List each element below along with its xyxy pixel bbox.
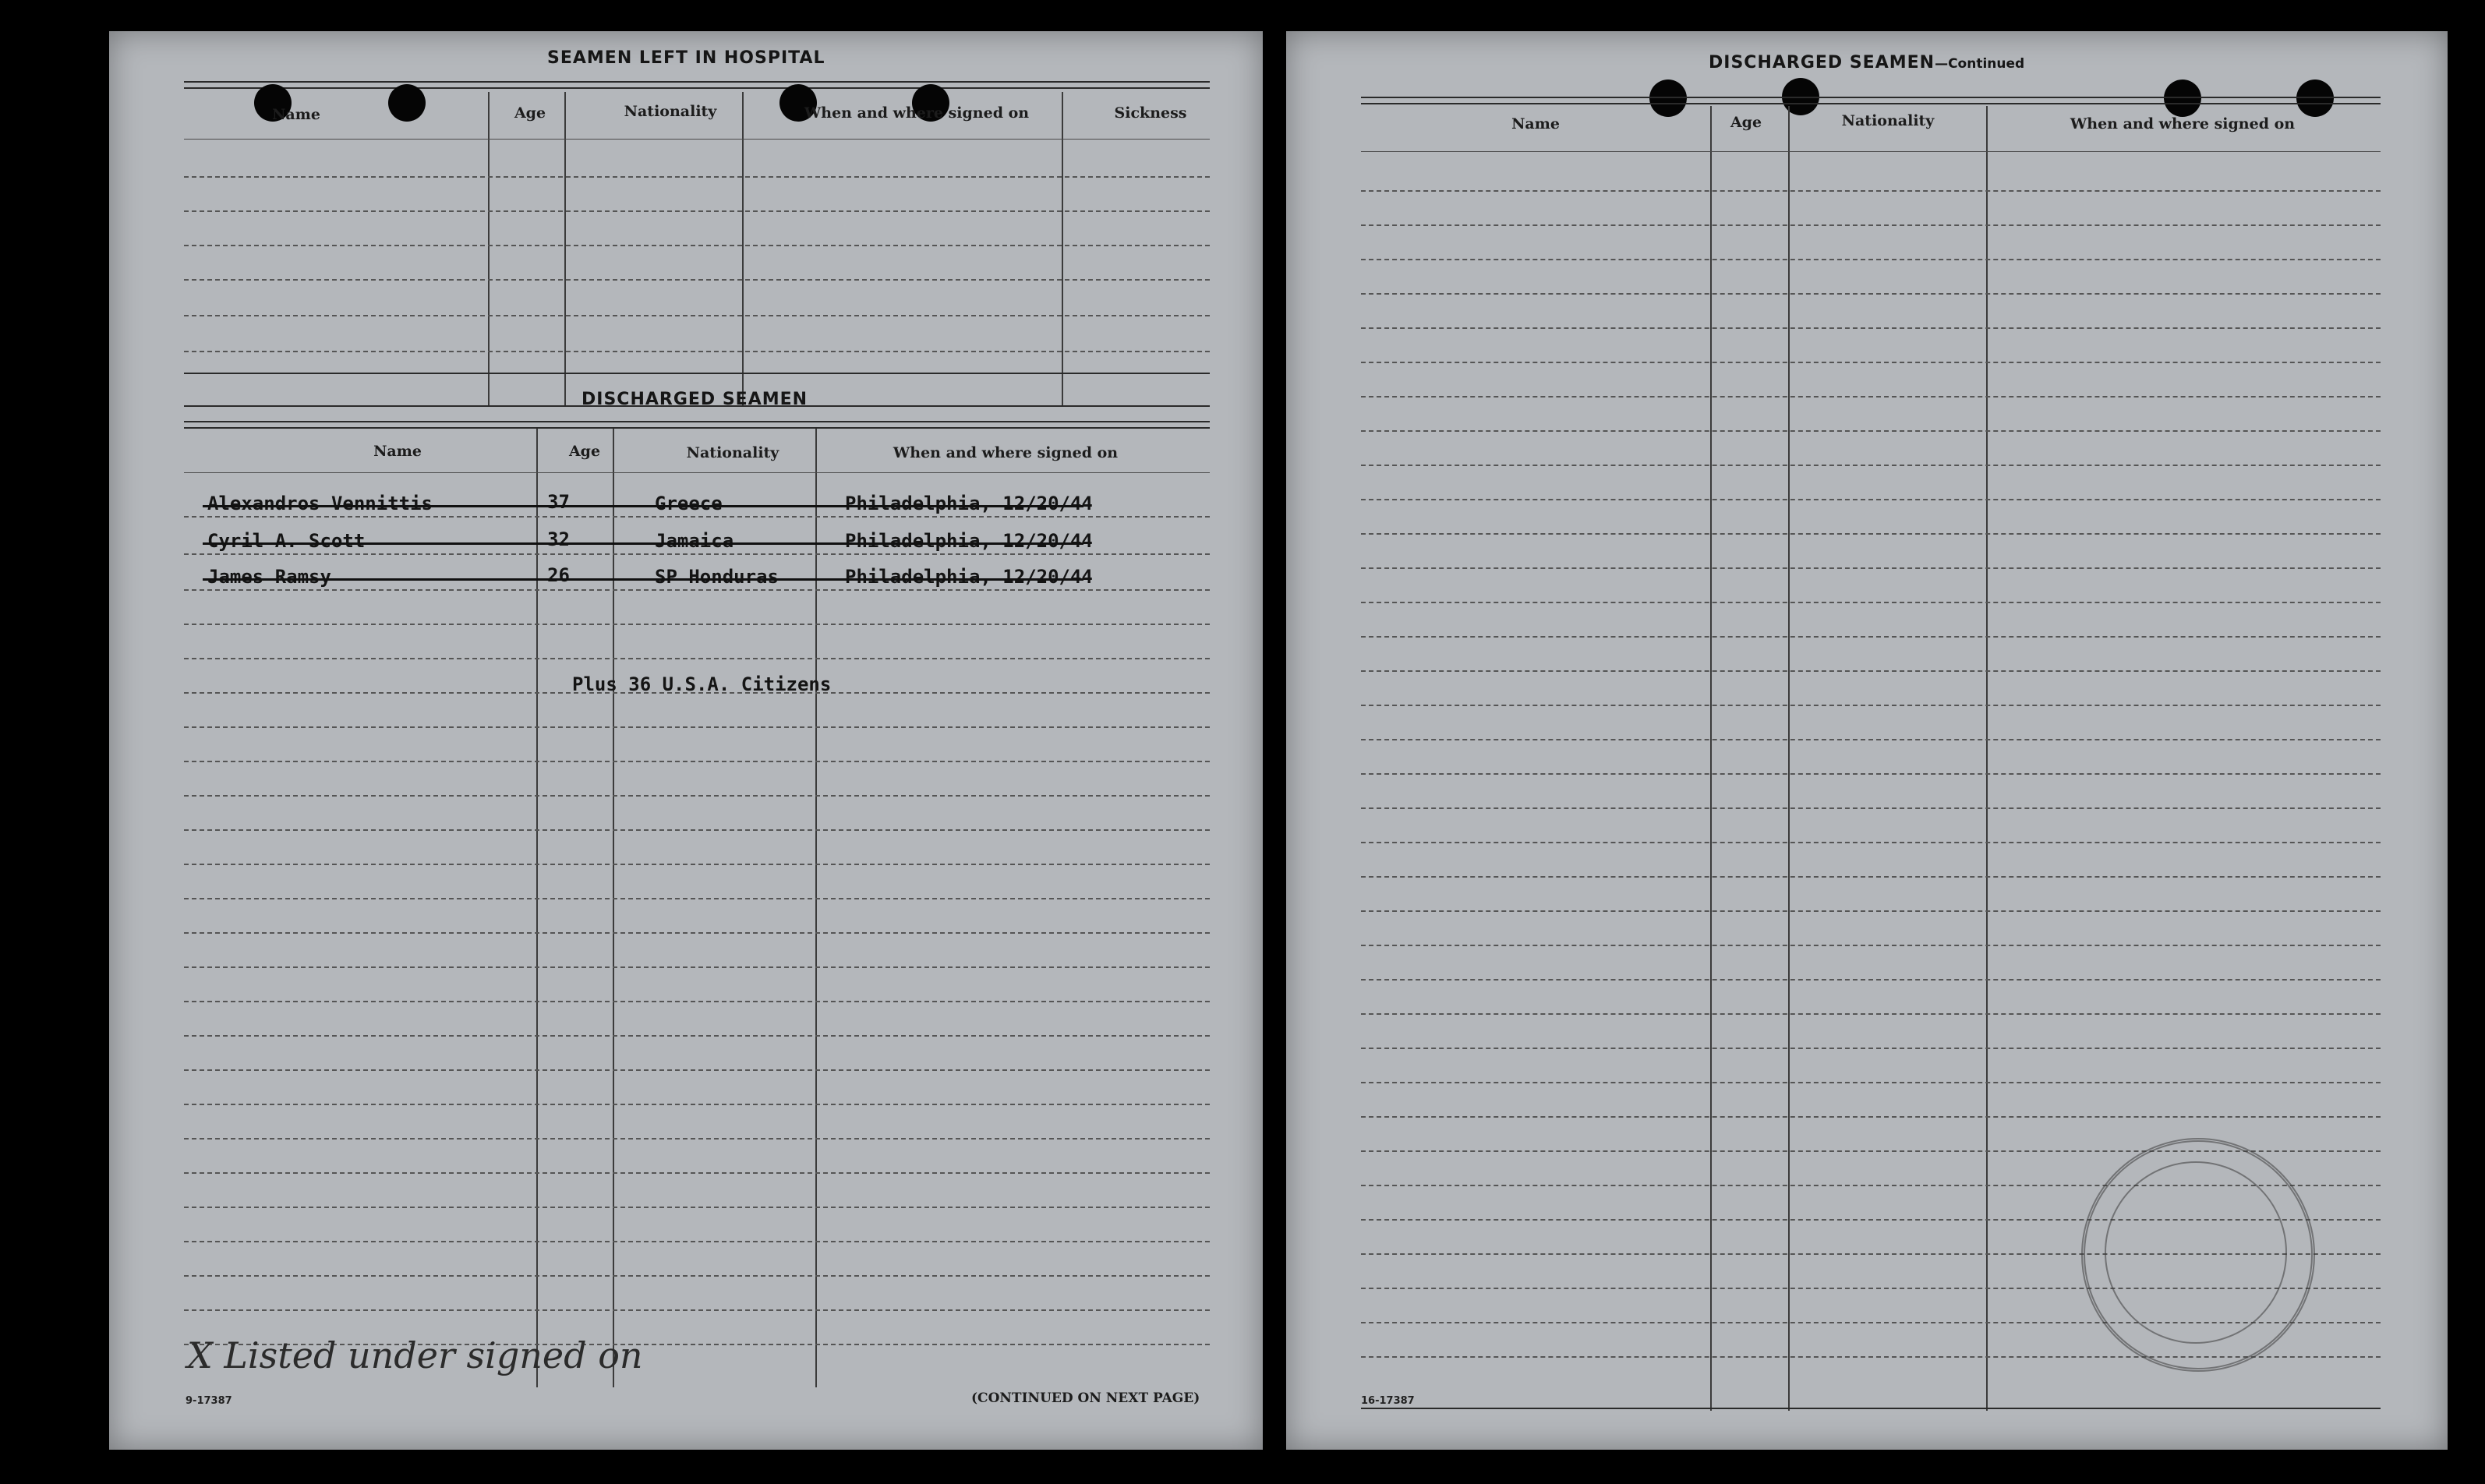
right-row-rule: [1361, 807, 2381, 809]
right-row-rule: [1361, 1013, 2381, 1015]
right-col-divider: [1986, 106, 1988, 1411]
right-bottom-rule: [1361, 1408, 2381, 1409]
punch-hole: [2296, 80, 2334, 117]
discharged-row-rule: [184, 658, 1210, 659]
hospital-header-sickness: Sickness: [1114, 104, 1187, 122]
row-age: 37: [547, 491, 570, 513]
right-header-age: Age: [1730, 114, 1762, 131]
discharged-row-rule: [184, 761, 1210, 762]
discharged-row-rule: [184, 864, 1210, 865]
citizens-note: Plus 36 U.S.A. Citizens: [572, 673, 832, 695]
strike-line: [203, 505, 1083, 507]
discharged-row-rule: [184, 1275, 1210, 1277]
discharged-continued-title: [1709, 53, 2024, 72]
hospital-row-rule: [184, 279, 1210, 281]
right-row-rule: [1361, 636, 2381, 638]
discharged-row-rule: [184, 1241, 1210, 1242]
right-row-rule: [1361, 396, 2381, 398]
hospital-top-rule: [184, 81, 1210, 83]
hospital-row-rule: [184, 315, 1210, 316]
discharged-row-rule: [184, 1207, 1210, 1208]
discharged-header-name: Name: [373, 443, 422, 460]
right-row-rule: [1361, 773, 2381, 775]
right-page: [1286, 31, 2448, 1450]
discharged-col-divider: [536, 429, 538, 1387]
row-signed-on: Philadelphia, 12/20/44: [845, 566, 1093, 588]
punch-hole: [2164, 80, 2201, 117]
punch-hole: [1649, 80, 1687, 117]
right-header-nationality: Nationality: [1841, 112, 1935, 129]
discharged-row-rule: [184, 1001, 1210, 1002]
hospital-bottom-rule: [184, 373, 1210, 374]
right-row-rule: [1361, 293, 2381, 295]
row-nationality: Greece: [655, 493, 723, 514]
right-row-rule: [1361, 465, 2381, 466]
discharged-row-rule: [184, 1069, 1210, 1071]
right-row-rule: [1361, 259, 2381, 260]
right-row-rule: [1361, 670, 2381, 672]
row-nationality: Jamaica: [655, 530, 734, 552]
hospital-top-rule-2: [184, 87, 1210, 89]
right-col-divider: [1788, 106, 1790, 1411]
right-row-rule: [1361, 602, 2381, 603]
row-name: James Ramsy: [207, 566, 331, 588]
handwritten-note: X Listed under signed on: [187, 1334, 643, 1376]
right-row-rule: [1361, 190, 2381, 192]
discharged-header-signed-on: When and where signed on: [893, 444, 1119, 461]
discharged-row-rule: [184, 795, 1210, 797]
discharged-row-rule: [184, 1309, 1210, 1311]
row-age: 26: [547, 564, 570, 586]
hospital-header-name: Name: [272, 106, 320, 123]
form-number: 16-17387: [1361, 1395, 1415, 1407]
right-row-rule: [1361, 842, 2381, 843]
right-header-name: Name: [1511, 115, 1560, 132]
discharged-row-rule: [184, 932, 1210, 934]
right-col-divider: [1710, 106, 1712, 1411]
right-row-rule: [1361, 739, 2381, 740]
hospital-row-rule: [184, 176, 1210, 178]
hospital-section-title: SEAMEN LEFT IN HOSPITAL: [547, 48, 825, 68]
discharged-top-rule-2: [184, 427, 1210, 429]
right-row-rule: [1361, 910, 2381, 912]
strike-line: [203, 578, 1083, 581]
row-signed-on: Philadelphia, 12/20/44: [845, 493, 1093, 514]
continued-note: (CONTINUED ON NEXT PAGE): [971, 1390, 1200, 1406]
right-row-rule: [1361, 945, 2381, 946]
right-row-rule: [1361, 533, 2381, 535]
title-main: DISCHARGED SEAMEN: [1709, 53, 1935, 72]
discharged-row-rule: [184, 624, 1210, 625]
title-suffix: —Continued: [1935, 56, 2025, 72]
right-row-rule: [1361, 979, 2381, 980]
discharged-row-rule: [184, 966, 1210, 968]
strike-line: [203, 542, 1083, 545]
punch-hole: [388, 84, 426, 122]
discharged-row-rule: [184, 726, 1210, 728]
row-name: Alexandros Vennittis: [207, 493, 433, 514]
hospital-row-rule: [184, 351, 1210, 352]
discharged-row-rule: [184, 1035, 1210, 1037]
left-page: [109, 31, 1263, 1450]
discharged-row-rule: [184, 829, 1210, 831]
discharged-row-rule: [184, 553, 1210, 555]
discharged-col-divider: [815, 429, 817, 1387]
right-row-rule: [1361, 224, 2381, 226]
right-row-rule: [1361, 1082, 2381, 1083]
hospital-row-rule: [184, 245, 1210, 246]
right-row-rule: [1361, 705, 2381, 706]
hospital-row-rule: [184, 139, 1210, 140]
discharged-row-rule: [184, 898, 1210, 899]
right-top-rule: [1361, 97, 2381, 98]
circular-stamp-inner: [2105, 1161, 2287, 1344]
right-top-rule-2: [1361, 103, 2381, 104]
right-header-signed-on: When and where signed on: [2070, 115, 2296, 132]
discharged-row-rule: [184, 589, 1210, 591]
discharged-header-nationality: Nationality: [686, 444, 779, 461]
right-row-rule: [1361, 327, 2381, 329]
discharged-col-divider: [613, 429, 614, 1387]
right-row-rule: [1361, 1048, 2381, 1049]
discharged-row-rule: [184, 1104, 1210, 1105]
row-nationality: SP Honduras: [655, 566, 779, 588]
discharged-header-rule: [184, 472, 1210, 473]
discharged-top-rule: [184, 421, 1210, 422]
row-age: 32: [547, 528, 570, 550]
discharged-section-title: DISCHARGED SEAMEN: [581, 390, 808, 409]
discharged-row-rule: [184, 1138, 1210, 1140]
right-row-rule: [1361, 1116, 2381, 1118]
row-name: Cyril A. Scott: [207, 530, 366, 552]
hospital-header-age: Age: [514, 104, 546, 122]
form-number: 9-17387: [186, 1395, 232, 1407]
hospital-header-signed-on: When and where signed on: [804, 104, 1030, 122]
right-row-rule: [1361, 362, 2381, 363]
right-row-rule: [1361, 567, 2381, 569]
discharged-header-age: Age: [568, 443, 601, 460]
right-row-rule: [1361, 430, 2381, 432]
hospital-header-nationality: Nationality: [624, 103, 717, 120]
discharged-row-rule: [184, 1172, 1210, 1174]
right-row-rule: [1361, 876, 2381, 878]
hospital-row-rule: [184, 210, 1210, 212]
row-signed-on: Philadelphia, 12/20/44: [845, 530, 1093, 552]
discharged-row-rule: [184, 516, 1210, 518]
right-header-rule: [1361, 151, 2381, 152]
right-row-rule: [1361, 499, 2381, 500]
